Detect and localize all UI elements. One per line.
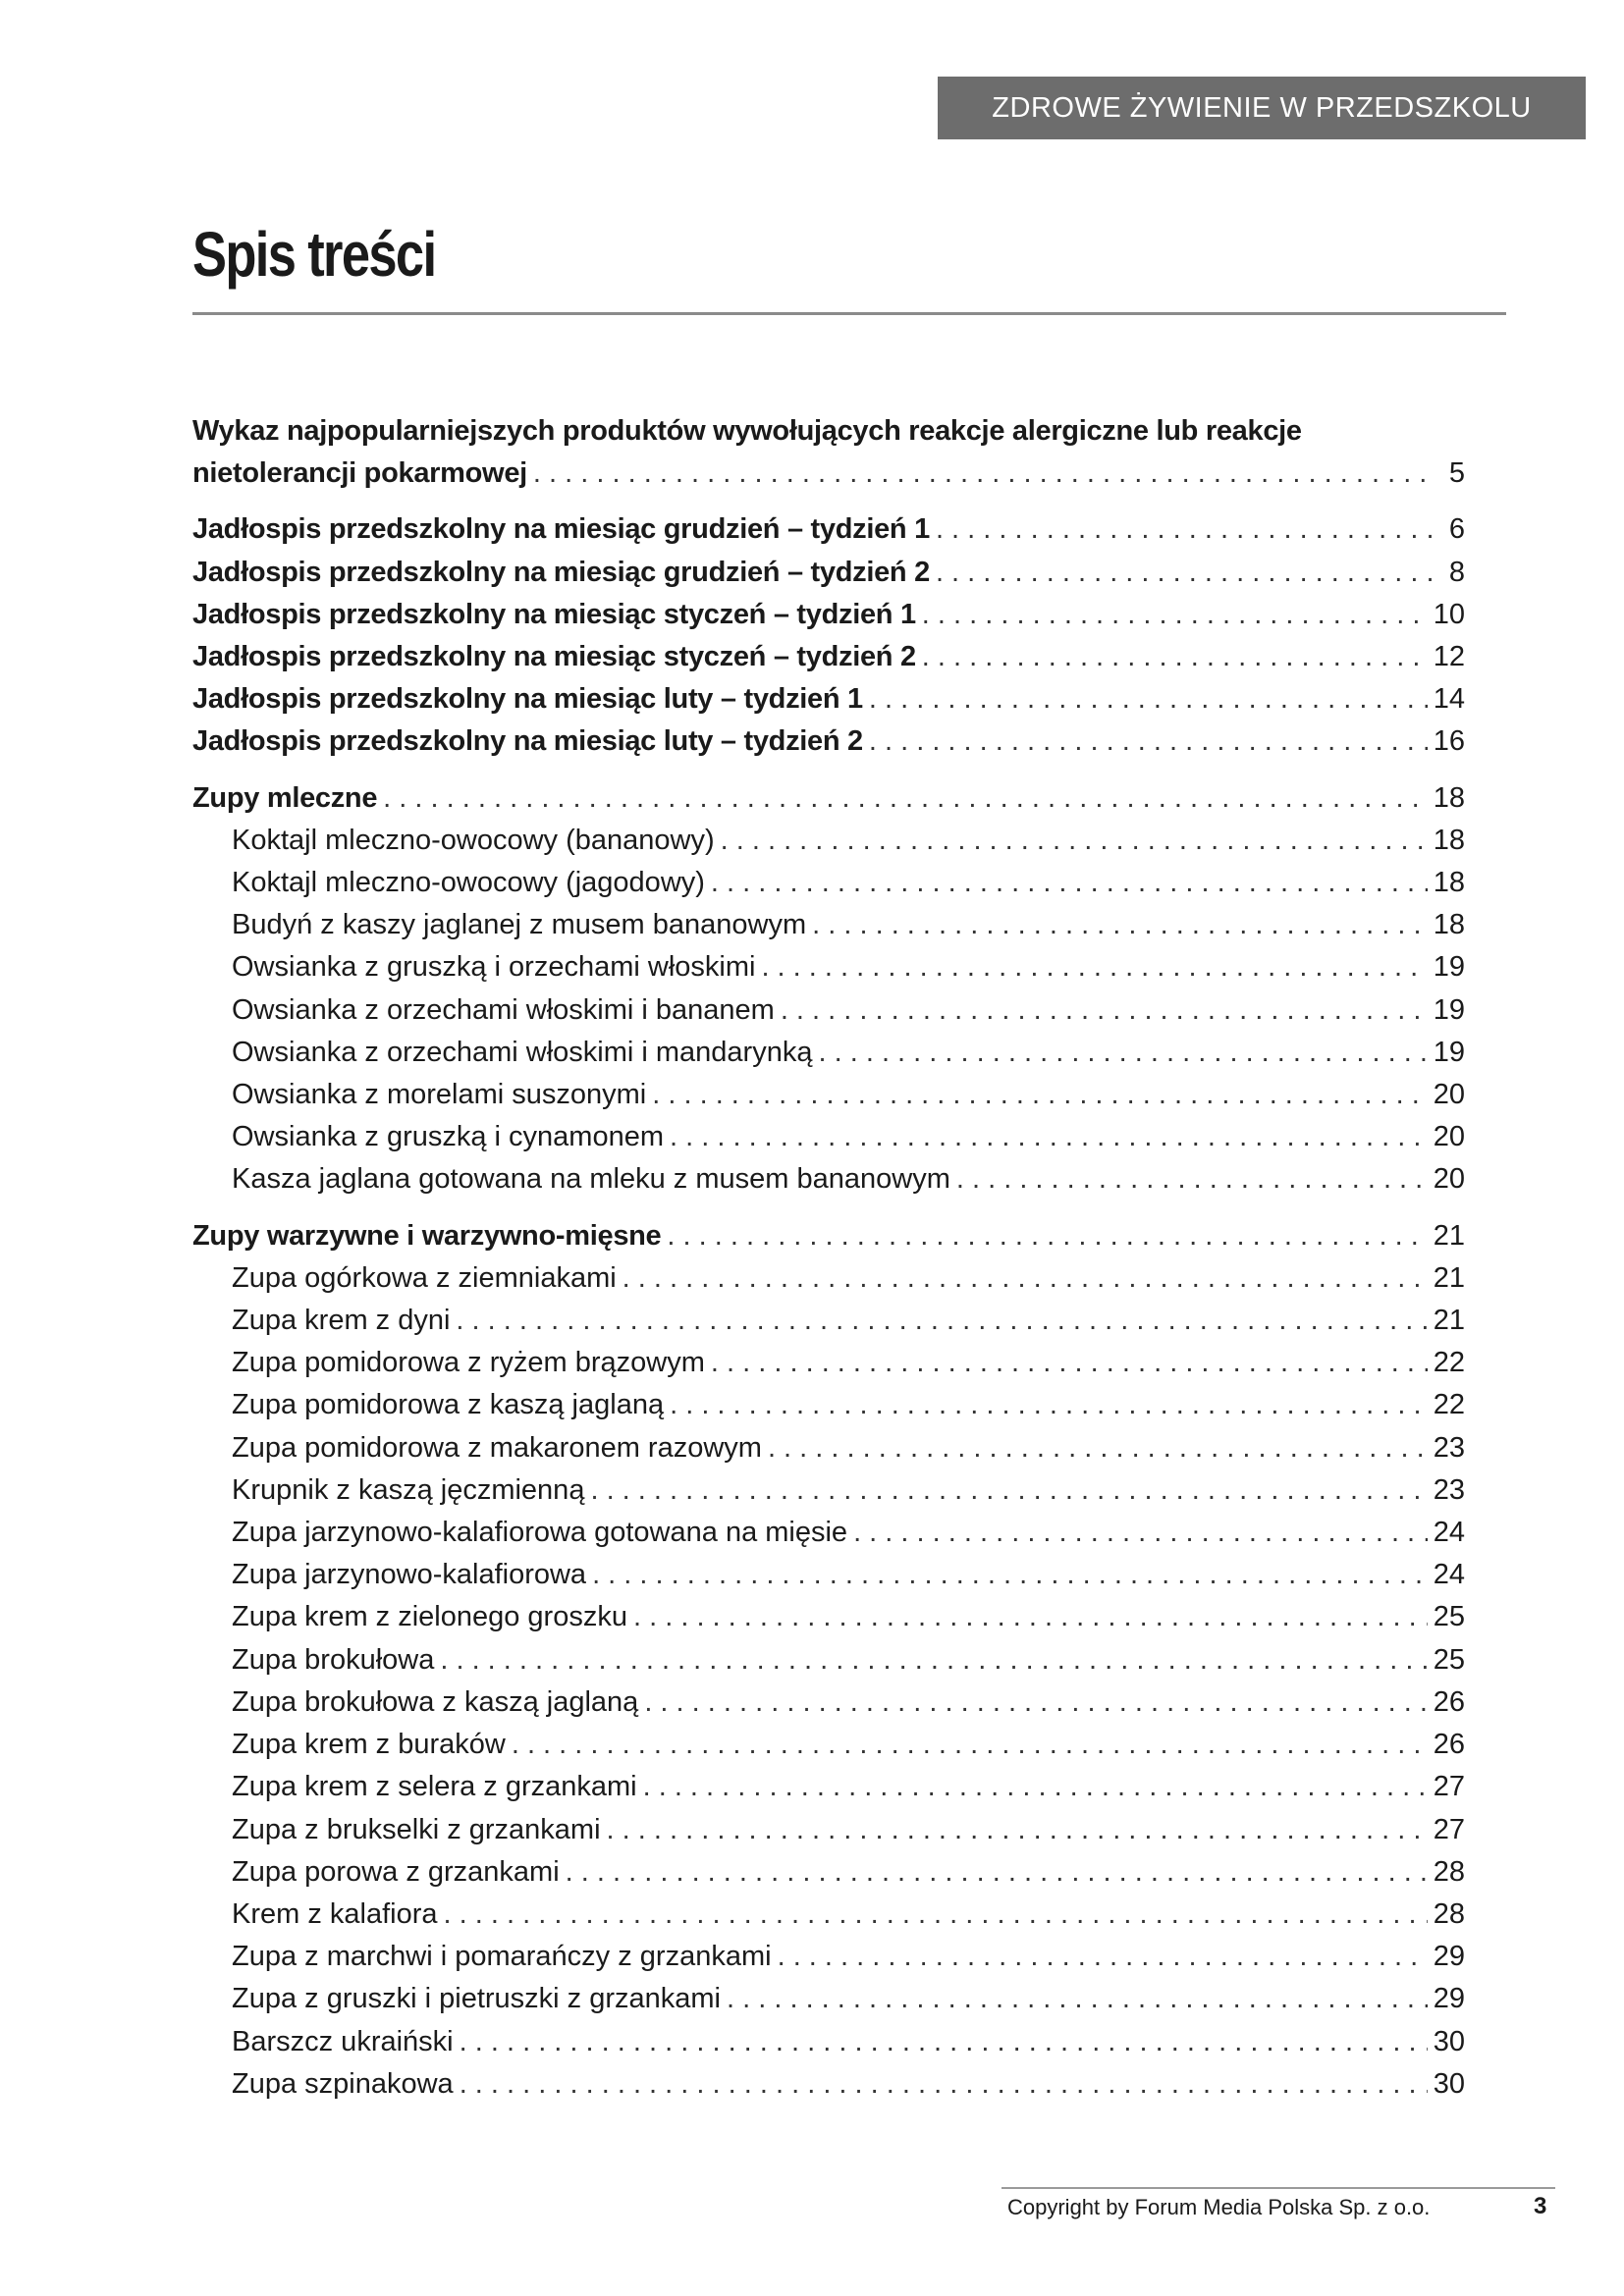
toc-entry-menu[interactable] [192,594,1465,636]
dot-leader [383,777,1428,820]
toc-page-number: 24 [1433,1517,1465,1549]
toc-section-veg-soups[interactable] [192,1215,1465,1257]
toc-entry-label: Zupa pomidorowa z ryżem brązowym [232,1347,705,1379]
toc-page-number: 30 [1433,2067,1465,2100]
toc-page-number: 24 [1433,1559,1465,1591]
dot-leader [869,721,1428,763]
toc-page-number: 26 [1433,1685,1465,1718]
toc-page-number: 20 [1433,1163,1465,1196]
toc-entry-label: Owsianka z morelami suszonymi [232,1079,647,1111]
toc-page-number: 27 [1433,1771,1465,1803]
toc-entry-label: Zupa szpinakowa [232,2067,454,2100]
toc-page-number: 28 [1433,1855,1465,1888]
toc-page-number: 23 [1433,1473,1465,1506]
toc-page-number: 21 [1433,1305,1465,1337]
toc-entry-recipe[interactable] [192,2021,1465,2063]
dot-leader [711,862,1428,904]
dot-leader [812,904,1428,946]
toc-entry-recipe[interactable] [192,1554,1465,1596]
toc-entry-label: Zupa jarzynowo-kalafiorowa gotowana na mięsie [232,1517,848,1549]
toc-entry-recipe[interactable] [192,1427,1465,1469]
dot-leader [922,636,1428,678]
dot-leader [956,1158,1428,1201]
toc-page-number: 27 [1433,1813,1465,1845]
dot-leader [592,1554,1428,1596]
toc-entry-label: Owsianka z gruszką i orzechami włoskimi [232,951,756,984]
toc-page-number: 12 [1433,641,1465,673]
toc-page-number: 21 [1433,1261,1465,1294]
toc-entry-recipe[interactable] [192,1894,1465,1936]
toc-entry-recipe[interactable] [192,1936,1465,1978]
toc-entry-label: Zupa porowa z grzankami [232,1855,560,1888]
dot-leader [936,552,1432,594]
toc-entry-label: Krem z kalafiora [232,1897,438,1930]
toc-page-number: 22 [1433,1389,1465,1421]
toc-entry-allergens[interactable] [192,410,1465,453]
toc-entry-label: Wykaz najpopularniejszych produktów wywołujących reakcje alergiczne lub reakcje [192,415,1302,447]
dot-leader [778,1936,1428,1978]
toc-page-number: 30 [1433,2025,1465,2057]
toc-entry-label: Jadłospis przedszkolny na miesiąc styczeń – tydzień 1 [192,598,916,630]
toc-entry-recipe[interactable] [192,1032,1465,1074]
toc-page-number: 19 [1433,993,1465,1026]
dot-leader [644,1682,1427,1724]
toc-entry-recipe[interactable] [192,1074,1465,1116]
footer-copyright: Copyright by Forum Media Polska Sp. z o.o. [1007,2195,1431,2219]
toc-entry-recipe[interactable] [192,1300,1465,1342]
footer-divider [1001,2187,1555,2189]
toc-entry-recipe[interactable] [192,989,1465,1032]
toc-entry-label: Zupa z gruszki i pietruszki z grzankami [232,1983,721,2015]
toc-page-number: 26 [1433,1729,1465,1761]
toc-page-number: 8 [1448,556,1465,588]
toc-entry-label: Jadłospis przedszkolny na miesiąc grudzień – tydzień 1 [192,513,930,546]
toc-entry-recipe[interactable] [192,1596,1465,1638]
toc-page-number: 21 [1433,1219,1465,1252]
toc-entry-label: Jadłospis przedszkolny na miesiąc styczeń – tydzień 2 [192,641,916,673]
toc-entry-label: Budyń z kaszy jaglanej z musem bananowym [232,909,807,941]
toc-page-number: 22 [1433,1347,1465,1379]
dot-leader [781,989,1428,1032]
toc-entry-label: Zupa jarzynowo-kalafiorowa [232,1559,587,1591]
toc-page-number: 19 [1433,951,1465,984]
toc-entry-label: Jadłospis przedszkolny na miesiąc luty – tydzień 2 [192,725,863,758]
dot-leader [761,946,1427,988]
dot-leader [456,1300,1427,1342]
dot-leader [440,1639,1427,1682]
toc-entry-recipe[interactable] [192,1978,1465,2020]
toc-page-number: 25 [1433,1601,1465,1633]
dot-leader [922,594,1428,636]
toc-page-number: 5 [1448,457,1465,490]
toc-entry-allergens-cont[interactable] [192,453,1465,495]
toc-page-number: 23 [1433,1431,1465,1464]
dot-leader [652,1074,1428,1116]
toc-entry-label: Owsianka z orzechami włoskimi i mandarynką [232,1036,813,1068]
toc-entry-recipe[interactable] [192,946,1465,988]
toc-entry-label: Zupy mleczne [192,781,378,814]
toc-entry-recipe[interactable] [192,1384,1465,1426]
toc-entry-label: Zupa z brukselki z grzankami [232,1813,601,1845]
toc-entry-menu[interactable] [192,636,1465,678]
toc-entry-label: Koktajl mleczno-owocowy (bananowy) [232,824,715,856]
dot-leader [727,1978,1428,2020]
toc-entry-menu[interactable] [192,552,1465,594]
toc-page-number: 18 [1433,909,1465,941]
toc-entry-recipe[interactable] [192,1766,1465,1808]
toc-entry-recipe[interactable] [192,1257,1465,1300]
dot-leader [768,1427,1428,1469]
toc-entry-label: Krupnik z kaszą jęczmienną [232,1473,585,1506]
dot-leader [643,1766,1428,1808]
dot-leader [512,1724,1428,1766]
dot-leader [721,820,1428,862]
dot-leader [670,1384,1428,1426]
dot-leader [670,1116,1428,1158]
toc-entry-recipe[interactable] [192,1469,1465,1512]
toc-page-number: 28 [1433,1897,1465,1930]
section-header-text: ZDROWE ŻYWIENIE W PRZEDSZKOLU [992,91,1532,124]
toc-entry-label: Owsianka z gruszką i cynamonem [232,1121,664,1153]
toc-entry-label: Zupa krem z zielonego groszku [232,1601,627,1633]
toc-entry-recipe[interactable] [192,2063,1465,2106]
toc-entry-recipe[interactable] [192,1682,1465,1724]
dot-leader [633,1596,1428,1638]
toc-entry-recipe[interactable] [192,1342,1465,1384]
toc-entry-label: Zupa z marchwi i pomarańczy z grzankami [232,1941,772,1973]
toc-page-number: 18 [1433,824,1465,856]
dot-leader [869,678,1428,721]
toc-page-number: 25 [1433,1643,1465,1676]
toc-entry-menu[interactable] [192,721,1465,763]
dot-leader [623,1257,1428,1300]
toc-page-number: 20 [1433,1121,1465,1153]
footer-page-number: 3 [1534,2193,1547,2219]
toc-entry-label: Zupa krem z dyni [232,1305,451,1337]
toc-entry-label: Zupy warzywne i warzywno-mięsne [192,1219,662,1252]
toc-page-number: 14 [1433,683,1465,716]
toc-page-number: 29 [1433,1941,1465,1973]
toc-page-number: 18 [1433,867,1465,899]
toc-entry-label: Zupa brokułowa [232,1643,435,1676]
dot-leader [711,1342,1428,1384]
toc-entry-recipe[interactable] [192,1158,1465,1201]
toc-entry-recipe[interactable] [192,904,1465,946]
toc-entry-recipe[interactable] [192,1512,1465,1554]
dot-leader [667,1215,1427,1257]
toc-entry-label: Kasza jaglana gotowana na mleku z musem bananowym [232,1163,950,1196]
toc-page-number: 20 [1433,1079,1465,1111]
toc-entry-label: Zupa krem z selera z grzankami [232,1771,637,1803]
toc-entry-label: Jadłospis przedszkolny na miesiąc luty – tydzień 1 [192,683,863,716]
toc-entry-recipe[interactable] [192,1851,1465,1894]
dot-leader [818,1032,1427,1074]
toc-page-number: 10 [1433,598,1465,630]
toc-page-number: 29 [1433,1983,1465,2015]
dot-leader [853,1512,1428,1554]
toc-page-number: 6 [1448,513,1465,546]
dot-leader [590,1469,1427,1512]
toc-entry-label: Owsianka z orzechami włoskimi i bananem [232,993,775,1026]
toc-entry-recipe[interactable] [192,1724,1465,1766]
toc-page-number: 16 [1433,725,1465,758]
dot-leader [460,2021,1428,2063]
toc-section-milk-soups[interactable] [192,777,1465,820]
dot-leader [444,1894,1428,1936]
toc-entry-label: Jadłospis przedszkolny na miesiąc grudzień – tydzień 2 [192,556,930,588]
dot-leader [460,2063,1428,2106]
page-title: Spis treści [192,219,436,290]
toc-entry-recipe[interactable] [192,1639,1465,1682]
toc-entry-label: Koktajl mleczno-owocowy (jagodowy) [232,867,705,899]
toc-entry-label: Zupa pomidorowa z makaronem razowym [232,1431,762,1464]
toc-entry-menu[interactable] [192,678,1465,721]
toc-entry-menu[interactable] [192,508,1465,551]
toc-entry-recipe[interactable] [192,820,1465,862]
toc-entry-label: Zupa brokułowa z kaszą jaglaną [232,1685,639,1718]
dot-leader [936,508,1432,551]
toc-page-number: 19 [1433,1036,1465,1068]
dot-leader [566,1851,1428,1894]
dot-leader [607,1809,1428,1851]
toc-entry-recipe[interactable] [192,1809,1465,1851]
toc-entry-label: nietolerancji pokarmowej [192,457,527,490]
toc-entry-label: Zupa ogórkowa z ziemniakami [232,1261,617,1294]
section-header-band [938,77,1586,139]
toc-entry-recipe[interactable] [192,862,1465,904]
toc-entry-recipe[interactable] [192,1116,1465,1158]
title-divider [192,312,1506,315]
dot-leader [533,453,1432,495]
toc-entry-label: Zupa krem z buraków [232,1729,506,1761]
table-of-contents [192,410,1465,2106]
toc-entry-label: Barszcz ukraiński [232,2025,454,2057]
toc-entry-label: Zupa pomidorowa z kaszą jaglaną [232,1389,665,1421]
toc-page-number: 18 [1433,781,1465,814]
